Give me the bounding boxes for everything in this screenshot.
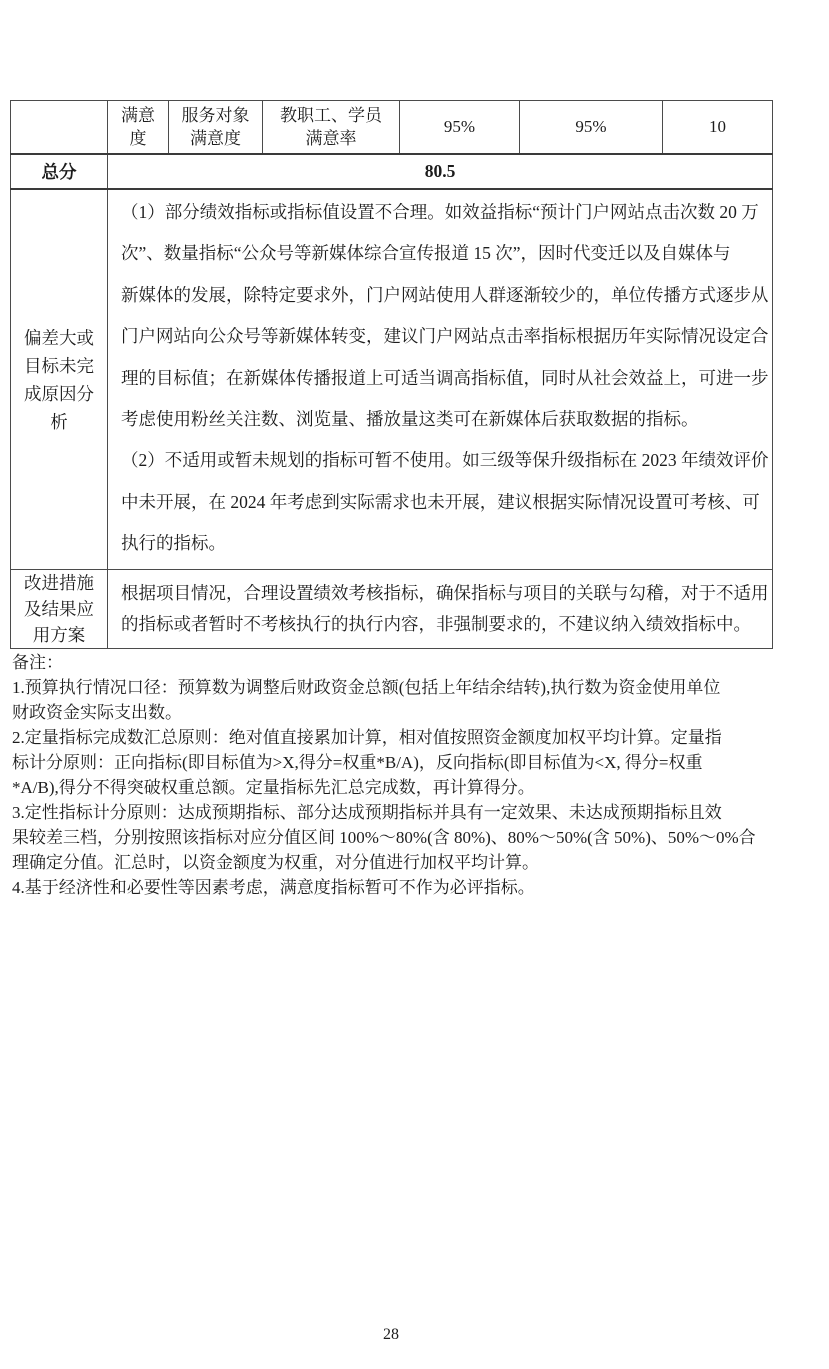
remarks-body: 1.预算执行情况口径：预算数为调整后财政资金总额(包括上年结余结转),执行数为资金使用单位 财政资金实际支出数。 2.定量指标完成数汇总原则：绝对值直接累加计算，相对值按照资金额度加权平均计算。定量指 标计分原则：正向指标(即目标值为>X,得分=权重*B/A)，反向指标(即目标值为<X, 得分=权重 *A/B),得分不得突破权重总额。定量指标先汇总完成数，再计算得分。 3.定性指标计分原则：达成预期指标、部分达成预期指标并具有一定效果、未达成预期指标且效 果较差三档，分别按照该指标对应分值区间 100%～80%(含 80%)、80%～50%(含 50%)、50%～0%合 理确定分值。汇总时，以资金额度为权重，对分值进行加权平均计算。 4.基于经济性和必要性等因素考虑，满意度指标暂可不作为必评指标。	[12, 678, 756, 897]
remarks-section	[12, 650, 784, 900]
improvement-measures-row	[11, 570, 773, 649]
total-score-value: 80.5	[108, 154, 773, 189]
page-number: 28	[383, 1326, 399, 1343]
indicator-header-row	[11, 101, 773, 155]
target-value-cell: 95%	[400, 101, 520, 155]
score-cell: 10	[663, 101, 773, 155]
remarks-title: 备注：	[12, 653, 63, 672]
category-cell: 满意 度	[108, 101, 169, 155]
total-score-row	[11, 154, 773, 189]
blank-cell	[11, 101, 108, 155]
subcategory-cell: 服务对象 满意度	[169, 101, 263, 155]
total-score-label: 总分	[11, 154, 108, 189]
deviation-analysis-row	[11, 189, 773, 570]
improvement-measures-content: 根据项目情况，合理设置绩效考核指标，确保指标与项目的关联与勾稽，对于不适用 的指标或者暂时不考核执行的执行内容，非强制要求的，不建议纳入绩效指标中。	[108, 570, 773, 649]
performance-evaluation-table	[10, 100, 773, 649]
improvement-measures-label: 改进措施 及结果应 用方案	[11, 570, 108, 649]
actual-value-cell: 95%	[520, 101, 663, 155]
deviation-analysis-label: 偏差大或 目标未完 成原因分 析	[11, 189, 108, 570]
deviation-analysis-content: （1）部分绩效指标或指标值设置不合理。如效益指标“预计门户网站点击次数 20 万 次”、数量指标“公众号等新媒体综合宣传报道 15 次”，因时代变迁以及自媒体与 新媒体的发展，除特定要求外，门户网站使用人群逐渐较少的，单位传播方式逐步从 门户网站向公众号等新媒体转变，建议门户网站点击率指标根据历年实际情况设定合 理的目标值；在新媒体传播报道上可适当调高指标值，同时从社会效益上，可进一步 考虑使用粉丝关注数、浏览量、播放量这类可在新媒体后获取数据的指标。 （2）不适用或暂未规划的指标可暂不使用。如三级等保升级指标在 2023 年绩效评价 中未开展，在 2024 年考虑到实际需求也未开展，建议根据实际情况设置可考核、可 执行的指标。	[108, 189, 773, 570]
indicator-name-cell: 教职工、学员 满意率	[263, 101, 400, 155]
